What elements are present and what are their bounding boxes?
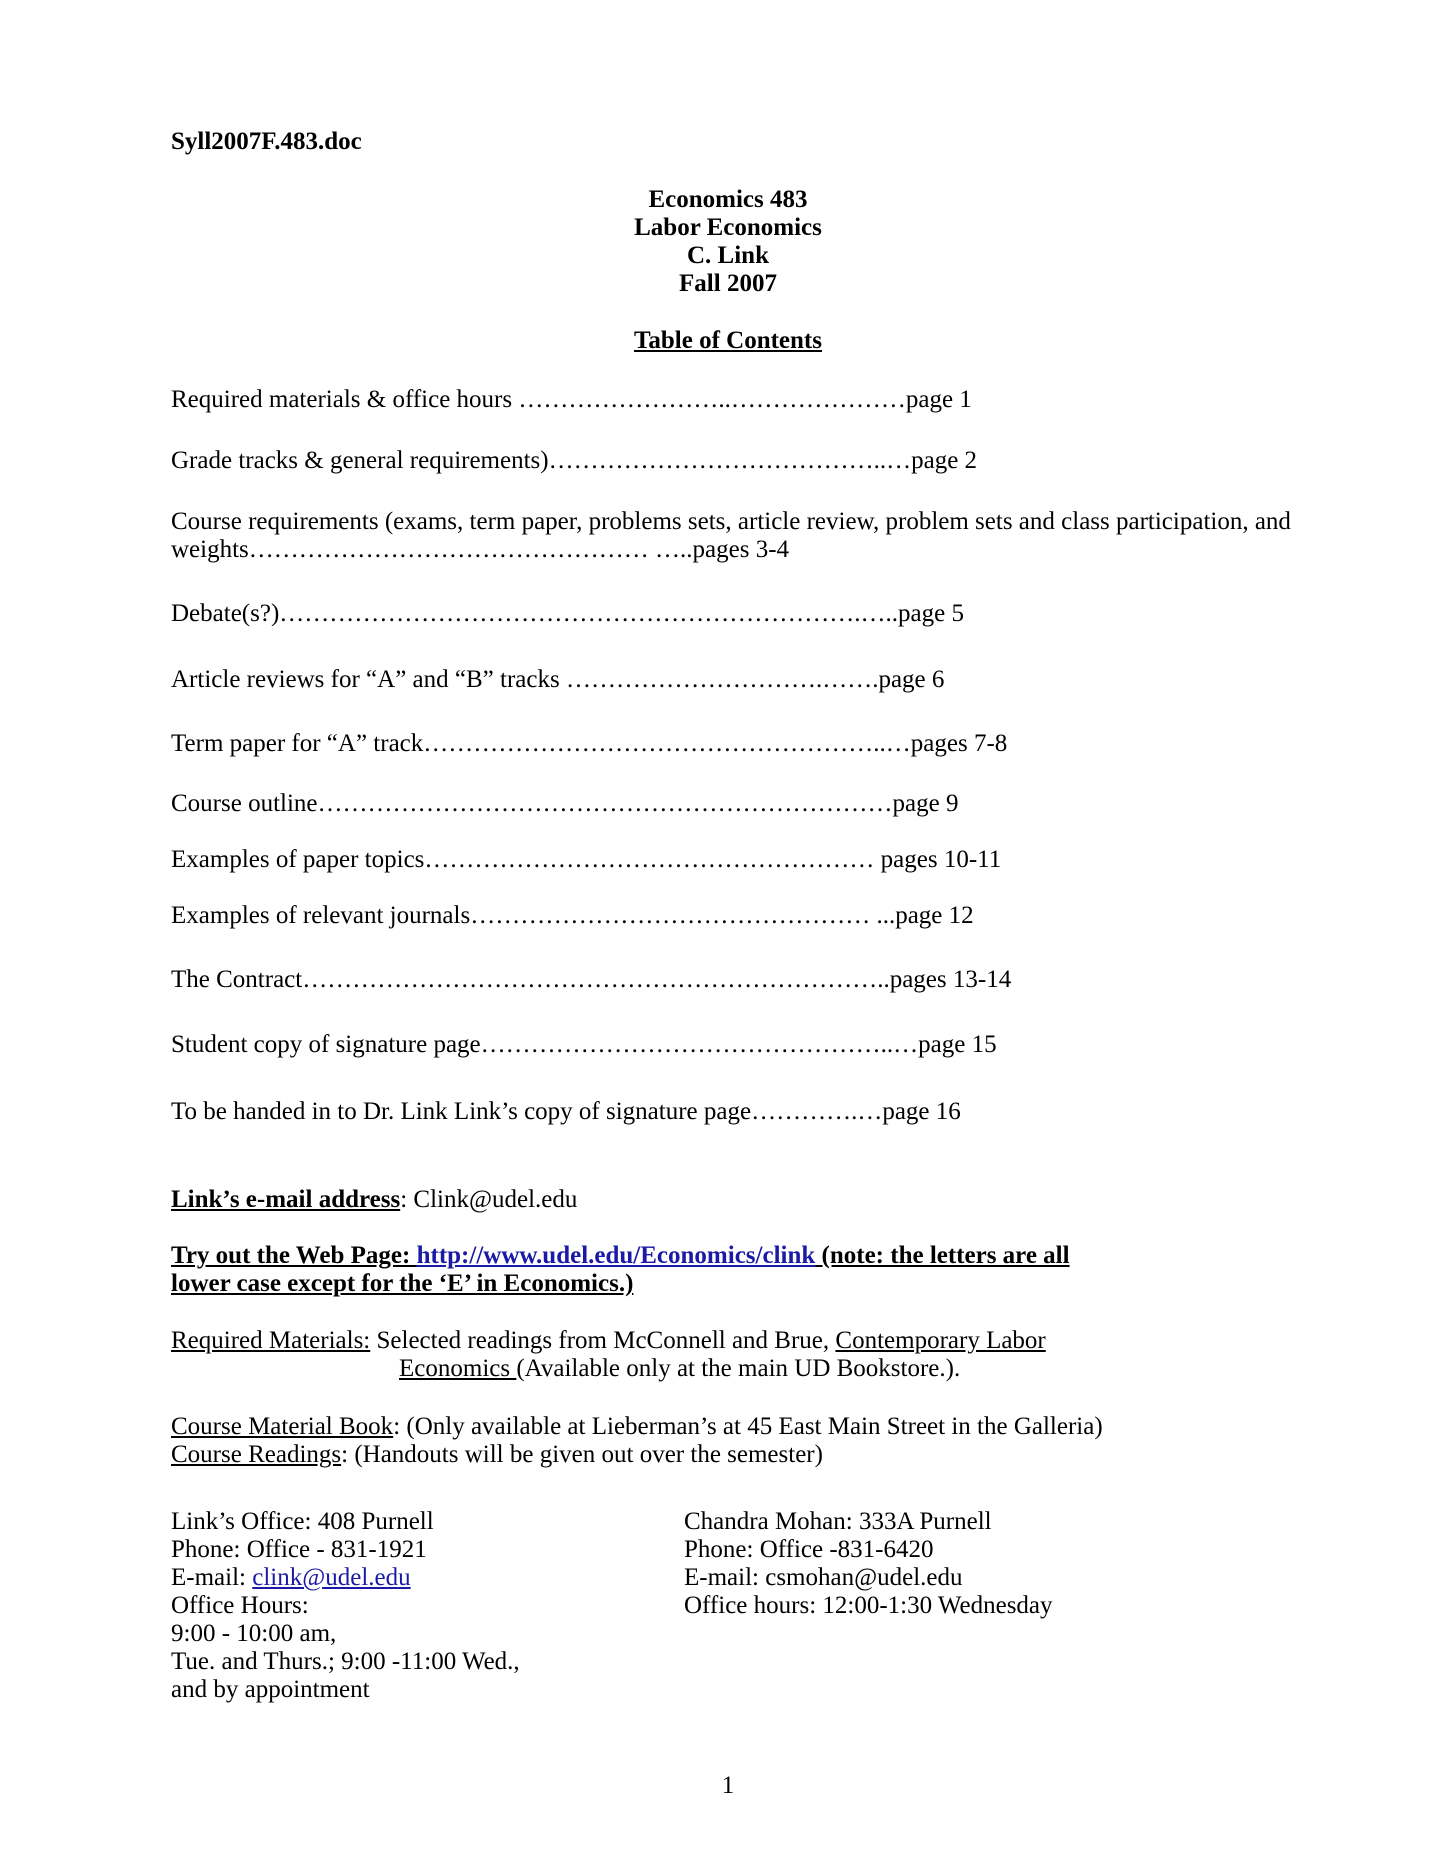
toc-item: Debate(s?)…………………………………………………………….…..page 5 [171,600,964,627]
web-page-note-line-2: lower case except for the ‘E’ in Economics.) [171,1270,634,1297]
course-instructor: C. Link [687,242,769,269]
course-readings-text: : (Handouts will be given out over the semester) [341,1441,823,1468]
instructor-hours-3: and by appointment [171,1676,370,1703]
instructor-phone: Phone: Office - 831-1921 [171,1536,427,1563]
toc-title [0,327,1456,355]
web-page-label: Try out the Web Page: [171,1242,417,1269]
course-number: Economics 483 [648,186,808,213]
web-page-link[interactable]: http://www.udel.edu/Economics/clink [416,1242,816,1269]
ta-office: Chandra Mohan: 333A Purnell [684,1508,992,1535]
ta-hours: Office hours: 12:00-1:30 Wednesday [684,1592,1053,1619]
instructor-office: Link’s Office: 408 Purnell [171,1508,434,1535]
toc-item: Student copy of signature page…………………………………………..…page 15 [171,1031,997,1058]
instructor-email-label: E-mail: [171,1564,253,1591]
course-readings-label: Course Readings [171,1441,342,1468]
required-materials-label: Required Materials: [171,1327,371,1354]
toc-item: Examples of paper topics……………………………………………… pages 10-11 [171,846,1002,873]
course-heading [0,186,1456,298]
email-line [171,1186,577,1214]
ta-phone: Phone: Office -831-6420 [684,1536,934,1563]
course-material-book-label: Course Material Book [171,1413,394,1440]
course-subject: Labor Economics [634,214,822,241]
toc-item: Grade tracks & general requirements)…………………………………..…page 2 [171,447,978,474]
course-term: Fall 2007 [679,270,777,297]
instructor-hours-label: Office Hours: [171,1592,309,1619]
toc-title-text: Table of Contents [634,327,822,354]
bookstore-note: (Available only at the main UD Bookstore.). [516,1355,961,1382]
web-page-note: (note: the letters are all [815,1242,1070,1269]
instructor-email-line [171,1564,520,1592]
instructor-contact [171,1508,520,1704]
instructor-email-link[interactable]: clink@udel.edu [252,1564,411,1591]
textbook-title-cont: Economics [399,1355,517,1382]
course-material-book-text: : (Only available at Lieberman’s at 45 East Main Street in the Galleria) [393,1413,1103,1440]
toc-item: Course outline……………………………………………………………page 9 [171,790,959,817]
ta-email: E-mail: csmohan@udel.edu [684,1564,963,1591]
toc-item: Course requirements (exams, term paper, problems sets, article review, problem sets and class participation, and weights………………………………………… …..pages 3-4 [171,508,1291,563]
web-page-line [171,1242,1070,1270]
ta-contact [684,1508,1053,1620]
toc-item: Term paper for “A” track………………………………………………..…pages 7-8 [171,730,1008,757]
course-material-book-line [171,1413,1103,1441]
textbook-title: Contemporary Labor [835,1327,1046,1354]
toc-item: Examples of relevant journals………………………………………… ...page 12 [171,902,974,929]
document-filename: Syll2007F.483.doc [171,128,362,155]
toc-item: Article reviews for “A” and “B” tracks ………………………….…….page 6 [171,666,945,693]
instructor-hours-2: Tue. and Thurs.; 9:00 -11:00 Wed., [171,1648,520,1675]
required-materials-line [171,1327,1046,1355]
toc-item: The Contract……………………………………………………………..pages 13-14 [171,966,1012,993]
required-materials-line-2 [399,1355,960,1383]
instructor-hours-1: 9:00 - 10:00 am, [171,1620,337,1647]
toc-item: To be handed in to Dr. Link Link’s copy of signature page………….…page 16 [171,1098,961,1125]
instructor-email: Clink@udel.edu [413,1186,578,1213]
email-label: Link’s e-mail address [171,1186,401,1213]
page-number: 1 [721,1772,735,1799]
email-separator: : [400,1186,414,1213]
required-materials-text: Selected readings from McConnell and Brue, [370,1327,836,1354]
toc-item: Required materials & office hours ……………………..…………………page 1 [171,386,972,413]
course-readings-line [171,1441,823,1469]
